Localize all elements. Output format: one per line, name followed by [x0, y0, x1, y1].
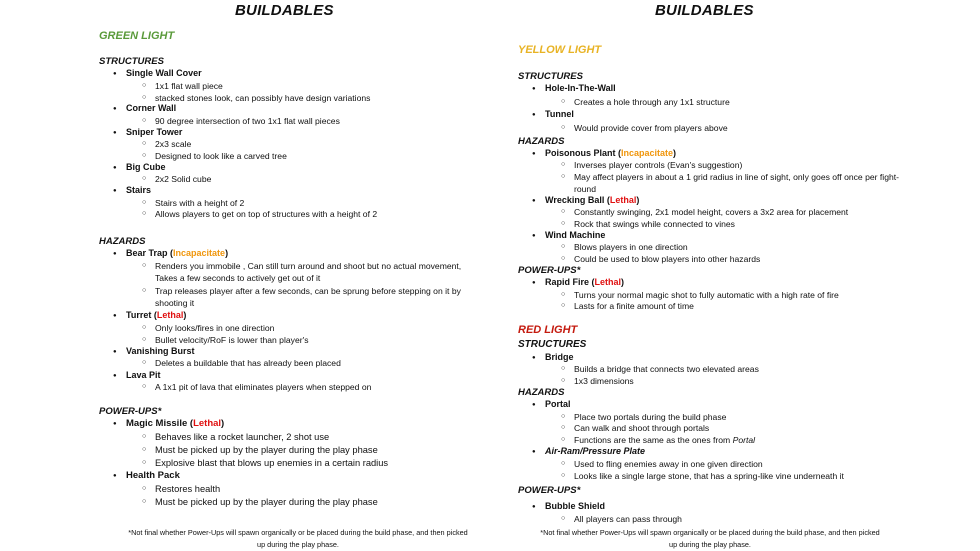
list-subitem: ○ Looks like a single large stone, that has a spring-like vine underneath it — [574, 470, 844, 482]
list-subitem: ○ 2x3 scale — [155, 138, 191, 150]
structures-heading: STRUCTURES — [518, 71, 583, 82]
list-item: ● Bear Trap (Incapacitate) — [126, 248, 228, 258]
list-item: ● Single Wall Cover — [126, 68, 202, 78]
list-subitem: ○ Creates a hole through any 1x1 structure — [574, 96, 730, 108]
list-item: ● Portal — [545, 399, 571, 409]
list-subitem: ○ Builds a bridge that connects two elevated areas — [574, 363, 759, 375]
list-subitem: ○ Place two portals during the build phase — [574, 411, 726, 423]
lethal-tag: Lethal — [594, 277, 622, 287]
list-item: ● Bridge — [545, 352, 574, 362]
structures-heading: STRUCTURES — [99, 56, 164, 67]
list-subitem: ○ Rock that swings while connected to vines — [574, 218, 735, 230]
list-item: ● Stairs — [126, 185, 151, 195]
list-item: ● Magic Missile (Lethal) — [126, 418, 224, 429]
list-subitem: ○ Deletes a buildable that has already been placed — [155, 357, 341, 369]
list-item: ● Tunnel — [545, 109, 574, 119]
powerups-heading: POWER-UPS* — [99, 406, 162, 417]
yellow-light-heading: YELLOW LIGHT — [518, 44, 602, 56]
list-item: ● Wrecking Ball (Lethal) — [545, 195, 639, 205]
lethal-tag: Lethal — [156, 310, 184, 320]
list-item: ● Rapid Fire (Lethal) — [545, 277, 624, 287]
powerups-heading: POWER-UPS* — [518, 485, 581, 496]
footnote: *Not final whether Power-Ups will spawn organically or be placed during the build phase, and then picked up during the play phase. — [128, 528, 468, 549]
list-item: ● Air-Ram/Pressure Plate — [545, 446, 645, 456]
list-subitem: ○ stacked stones look, can possibly have design variations — [155, 92, 370, 104]
lethal-tag: Lethal — [609, 195, 637, 205]
page-title: BUILDABLES — [655, 2, 754, 19]
list-subitem: ○ Constantly swinging, 2x1 model height, covers a 3x2 area for placement — [574, 206, 848, 218]
list-subitem: ○ A 1x1 pit of lava that eliminates players when stepped on — [155, 381, 371, 393]
hazards-heading: HAZARDS — [518, 387, 565, 398]
list-subitem: ○ Renders you immobile , Can still turn around and shoot but no actual movement, Takes a few seconds to actively get out of it — [155, 260, 485, 284]
list-item: ● Poisonous Plant (Incapacitate) — [545, 148, 676, 158]
list-subitem: ○ 2x2 Solid cube — [155, 173, 211, 185]
list-subitem: ○ Designed to look like a carved tree — [155, 150, 287, 162]
list-subitem: ○ All players can pass through — [574, 513, 682, 525]
page-title: BUILDABLES — [235, 2, 334, 19]
list-item: ● Turret (Lethal) — [126, 310, 186, 320]
list-item: ● Bubble Shield — [545, 501, 605, 511]
list-subitem: ○ Inverses player controls (Evan's suggestion) — [574, 159, 742, 171]
green-light-heading: GREEN LIGHT — [99, 30, 175, 42]
list-subitem: ○ Behaves like a rocket launcher, 2 shot use — [155, 431, 329, 443]
list-item: ● Corner Wall — [126, 103, 176, 113]
list-subitem: ○ Stairs with a height of 2 — [155, 197, 244, 209]
list-subitem: ○ Trap releases player after a few seconds, can be sprung before stepping on it by shooting it — [155, 285, 485, 309]
list-subitem: ○ Can walk and shoot through portals — [574, 422, 709, 434]
list-item: ● Sniper Tower — [126, 127, 182, 137]
list-item: ● Lava Pit — [126, 370, 161, 380]
hazards-heading: HAZARDS — [99, 236, 146, 247]
list-subitem: ○ Bullet velocity/RoF is lower than player's — [155, 334, 309, 346]
list-item: ● Hole-In-The-Wall — [545, 83, 616, 93]
list-subitem: ○ 1x3 dimensions — [574, 375, 634, 387]
list-item: ● Wind Machine — [545, 230, 605, 240]
list-subitem: ○ Used to fling enemies away in one given direction — [574, 458, 763, 470]
lethal-tag: Lethal — [193, 418, 222, 429]
incapacitate-tag: Incapacitate — [173, 248, 226, 258]
incapacitate-tag: Incapacitate — [621, 148, 674, 158]
list-subitem: ○ Restores health — [155, 483, 220, 495]
list-item: ● Big Cube — [126, 162, 166, 172]
list-subitem: ○ Must be picked up by the player during the play phase — [155, 444, 378, 456]
list-subitem: ○ 90 degree intersection of two 1x1 flat wall pieces — [155, 115, 340, 127]
list-subitem: ○ Blows players in one direction — [574, 241, 688, 253]
hazards-heading: HAZARDS — [518, 136, 565, 147]
list-subitem: ○ Lasts for a finite amount of time — [574, 300, 694, 312]
red-light-heading: RED LIGHT — [518, 324, 578, 336]
list-subitem: ○ Explosive blast that blows up enemies in a certain radius — [155, 457, 388, 469]
list-subitem: ○ Functions are the same as the ones from Portal — [574, 434, 755, 446]
list-subitem: ○ May affect players in about a 1 grid radius in line of sight, only goes off once per fight-round — [574, 171, 904, 195]
list-subitem: ○ Would provide cover from players above — [574, 122, 728, 134]
list-subitem: ○ Allows players to get on top of structures with a height of 2 — [155, 208, 377, 220]
list-subitem: ○ Could be used to blow players into other hazards — [574, 253, 760, 265]
list-subitem: ○ Only looks/fires in one direction — [155, 322, 274, 334]
list-subitem: ○ 1x1 flat wall piece — [155, 80, 223, 92]
list-item: ● Health Pack — [126, 470, 180, 481]
structures-heading: STRUCTURES — [518, 339, 587, 350]
list-item: ● Vanishing Burst — [126, 346, 195, 356]
powerups-heading: POWER-UPS* — [518, 265, 581, 276]
list-subitem: ○ Turns your normal magic shot to fully automatic with a high rate of fire — [574, 289, 839, 301]
list-subitem: ○ Must be picked up by the player during the play phase — [155, 496, 378, 508]
footnote: *Not final whether Power-Ups will spawn organically or be placed during the build phase, and then picked up during the play phase. — [540, 528, 880, 549]
